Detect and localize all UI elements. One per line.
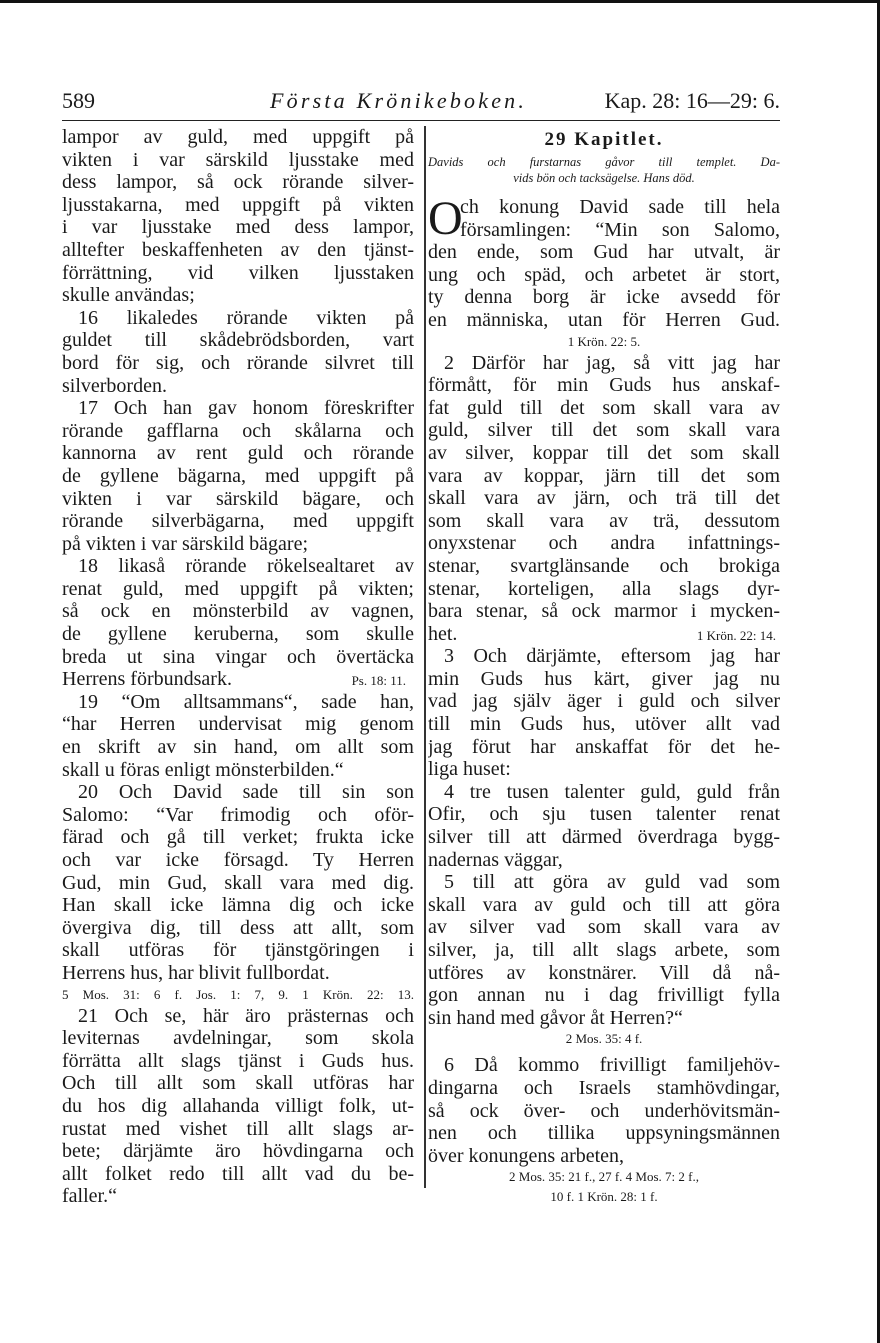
verse-3-start: 3 Och därjämte, eftersom jag har — [444, 645, 780, 668]
text-line: dingarna och Israels stamhövdingar, — [428, 1076, 780, 1099]
text-line: ch konung David sade till hela — [460, 196, 780, 218]
text-line: bord för sig, och rörande silvret till — [62, 351, 414, 374]
text-line: skall utföras för tjänstgöringen i — [62, 939, 414, 962]
text-line: fat guld till det som skall vara av — [428, 396, 780, 419]
text-line: stenar, svartglänsande och brokiga — [428, 554, 780, 577]
cross-reference: 1 Krön. 22: 5. — [567, 333, 641, 349]
text-line: en skrift av sin hand, om allt som — [62, 736, 414, 759]
verse-2-start: 2 Därför har jag, så vitt jag har — [444, 351, 780, 374]
text-line: rörande gafflarna och skålarna och — [62, 419, 414, 442]
text-line: övergiva dig, till dess att allt, som — [62, 916, 414, 939]
text-line: skall u föras enligt mönsterbilden.“ — [62, 758, 344, 781]
text-line: jag förut har anskaffat för det he- — [428, 735, 780, 758]
text-line: en människa, utan för Herren Gud. — [428, 308, 780, 331]
cross-reference: Ps. 18: 11. — [351, 673, 406, 689]
text-line: alltefter beskaffenheten av den tjänst- — [62, 238, 414, 261]
text-line: faller.“ — [62, 1185, 117, 1208]
text-line: skall vara av järn, och trä till det — [428, 487, 780, 510]
verse-4-start: 4 tre tusen talenter guld, guld från — [444, 780, 780, 803]
cross-reference: 2 Mos. 35: 21 f., 27 f. 4 Mos. 7: 2 f., — [509, 1169, 699, 1185]
drop-cap: O — [428, 192, 463, 245]
text-line: guldet till skådebrödsborden, vart — [62, 329, 414, 352]
cross-reference: 1 Krön. 22: 14. — [696, 627, 776, 643]
text-line: Gud, min Gud, skall vara med dig. — [62, 871, 414, 894]
text-line: de gyllene bägarna, med uppgift på — [62, 464, 414, 487]
column-divider — [424, 126, 426, 1188]
text-line: i var ljusstake med dess lampor, — [62, 216, 414, 239]
cross-reference: 2 Mos. 35: 4 f. — [565, 1031, 643, 1047]
text-line: sin hand med gåvor åt Herren?“ — [428, 1006, 683, 1029]
opening-paragraph — [428, 192, 780, 245]
page-number: 589 — [62, 88, 95, 113]
text-line: ty denna borg är icke avsedd för — [428, 286, 780, 309]
verse-16-start: 16 likaledes rörande vikten på — [78, 306, 414, 329]
text-line: över konungens arbeten, — [428, 1144, 625, 1167]
text-line: och var icke försagd. Ty Herren — [62, 849, 414, 871]
text-line: förrätta allt slags tjänst i Guds hus. — [62, 1049, 414, 1072]
text-line: lampor av guld, med uppgift på — [62, 126, 414, 148]
text-line: dess lampor, så ock rörande silver- — [62, 171, 414, 194]
chapter-heading: 29 Kapitlet. — [544, 129, 664, 150]
text-line: skall vara av guld och till att göra — [428, 893, 780, 916]
text-line: rustat med vishet till allt slags ar- — [62, 1117, 414, 1140]
text-line: kannorna av rent guld och rörande — [62, 442, 414, 465]
cross-reference: 10 f. 1 Krön. 28: 1 f. — [550, 1189, 658, 1205]
text-line: de gyllene keruberna, som skulle — [62, 623, 414, 646]
verse-18-start: 18 likaså rörande rökelsealtaret av — [78, 555, 414, 578]
text-line: Han skall icke lämna dig och icke — [62, 894, 414, 917]
text-line: allt folket redo till allt vad du be- — [62, 1162, 414, 1185]
verse-5-start: 5 till att göra av guld vad som — [444, 871, 780, 894]
text-line: min Guds hus kärt, giver jag nu — [428, 667, 780, 690]
text-line: av silver vad som skall vara av — [428, 916, 780, 939]
text-line: “har Herren undervisat mig genom — [62, 713, 414, 736]
text-line: så ock en mönsterbild av vagnen, — [62, 600, 414, 623]
text-line: den ende, som Gud har utvalt, är — [428, 241, 780, 264]
text-line: breda ut sina vingar och övertäcka — [62, 645, 414, 668]
text-line: ljusstakarna, med uppgift på vikten — [62, 193, 414, 216]
cross-reference: 5 Mos. 31: 6 f. Jos. 1: 7, 9. 1 Krön. 22: 13. — [62, 986, 414, 1002]
verse-21-start: 21 Och se, här äro prästernas och — [78, 1004, 414, 1027]
page-header — [62, 86, 780, 121]
verse-6-start: 6 Då kommo frivilligt familjehöv- — [444, 1054, 780, 1077]
text-line: liga huset: — [428, 758, 511, 781]
verse-19-start: 19 “Om alltsammans“, sade han, — [78, 690, 414, 713]
text-line: på vikten i var särskild bägare; — [62, 532, 309, 555]
verse-17-start: 17 Och han gav honom föreskrifter — [78, 397, 414, 420]
text-line: leviternas avdelningar, som skola — [62, 1027, 414, 1050]
right-column — [428, 126, 780, 1207]
text-line: onyxstenar och andra infattnings- — [428, 532, 780, 555]
text-line: silverborden. — [62, 374, 167, 397]
text-line: till min Guds hus, utöver allt vad — [428, 713, 780, 736]
text-line: Ofir, och sju tusen talenter renat — [428, 803, 780, 826]
text-line: vara av koppar, järn till det som — [428, 464, 780, 487]
text-line: färad och gå till verket; frukta icke — [62, 826, 414, 849]
text-line: nen och tillika uppsyningsmännen — [428, 1122, 780, 1145]
text-line: bete; därjämte äro hövdingarna och — [62, 1140, 414, 1163]
text-line-text: Herrens förbundsark. — [62, 668, 232, 691]
text-line: Salomo: “Var frimodig och oför- — [62, 803, 414, 826]
text-line-with-ref — [62, 668, 414, 691]
chapter-summary: vids bön och tacksägelse. Hans död. — [513, 171, 695, 185]
text-line: vikten i var särskild ljusstake med — [62, 148, 414, 171]
text-line: som skall vara av trä, dessutom — [428, 509, 780, 532]
chapter-summary: Davids och furstarnas gåvor till templet. Da- — [428, 155, 780, 169]
text-line: nadernas väggar, — [428, 848, 563, 871]
text-line: av silver, koppar till det som skall — [428, 441, 780, 464]
text-line: guld, silver till det som skall vara — [428, 419, 780, 442]
text-line: silver till att därmed överdraga bygg- — [428, 826, 780, 849]
text-line: förmått, för min Guds hus anskaf- — [428, 374, 780, 397]
text-line: vikten i var särskild bägare, och — [62, 487, 414, 510]
text-line-with-ref — [428, 623, 780, 646]
running-title: Första Krönikeboken. — [270, 88, 528, 113]
text-line: Och till allt som skall utföras har — [62, 1072, 414, 1095]
text-line: ung och späd, och arbetet är stort, — [428, 263, 780, 286]
text-line: rörande silverbägarna, med uppgift — [62, 510, 414, 533]
left-column — [62, 126, 414, 1208]
text-line: stenar, korteligen, alla slags dyr- — [428, 577, 780, 600]
chapter-reference: Kap. 28: 16—29: 6. — [604, 88, 780, 113]
verse-20-start: 20 Och David sade till sin son — [78, 781, 414, 804]
text-line: skulle användas; — [62, 284, 195, 307]
text-line: renat guld, med uppgift på vikten; — [62, 577, 414, 600]
text-line: utföres av konstnärer. Vill då nå- — [428, 961, 780, 984]
top-border — [0, 0, 880, 3]
text-line: gon annan nu i dag frivilligt fylla — [428, 984, 780, 1007]
text-line: silver, ja, till allt slags arbete, som — [428, 939, 780, 961]
text-line-text: het. — [428, 622, 458, 645]
text-line: förrättning, vid vilken ljusstaken — [62, 261, 414, 284]
text-line: du hos dig allahanda villigt folk, ut- — [62, 1094, 414, 1117]
text-line: så ock över- och underhövitsmän- — [428, 1099, 780, 1122]
text-line: bara stenar, så ock marmor i mycken- — [428, 600, 780, 623]
text-line: Herrens hus, har blivit fullbordat. — [62, 961, 330, 984]
text-line: vad jag själv äger i guld och silver — [428, 690, 780, 713]
text-line: församlingen: “Min son Salomo, — [460, 218, 780, 241]
